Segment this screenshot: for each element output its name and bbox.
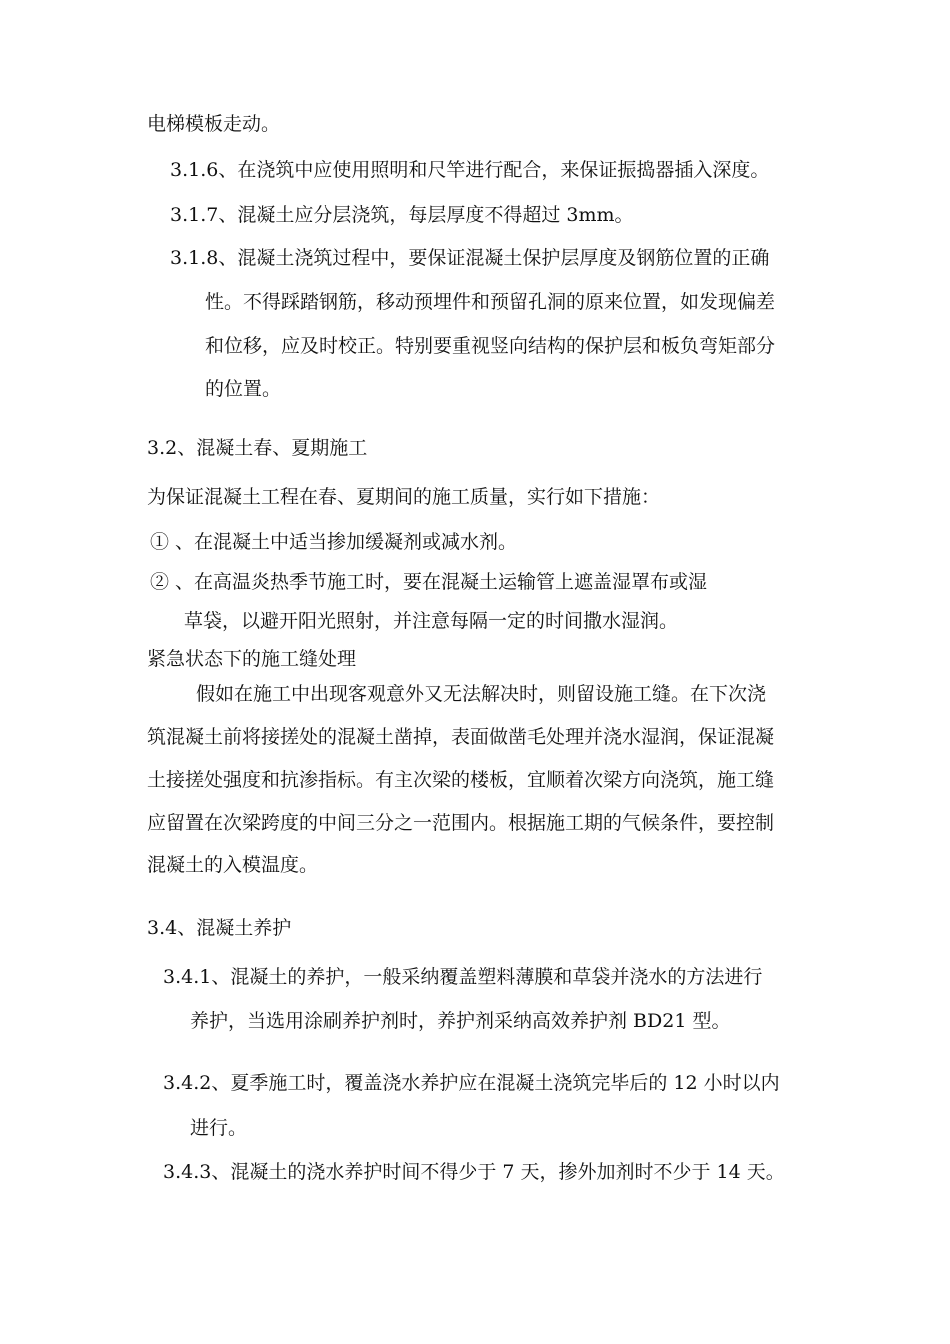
measure-item-1: ① 、在混凝土中适当掺加缓凝剂或减水剂。 bbox=[150, 531, 518, 553]
measure-item-2: ② 、在高温炎热季节施工时，要在混凝土运输管上遮盖湿罩布或湿 bbox=[150, 571, 708, 593]
item-3-1-8-cont: 性。不得踩踏钢筋，移动预埋件和预留孔洞的原来位置，如发现偏差 bbox=[205, 291, 776, 313]
text-line-continuation: 电梯模板走动。 bbox=[147, 113, 281, 135]
item-3-4-2-cont: 进行。 bbox=[190, 1117, 248, 1139]
measure-item-2-cont: 草袋，以避开阳光照射，并注意每隔一定的时间撒水湿润。 bbox=[184, 610, 679, 632]
section-heading-3-2: 3.2、混凝土春、夏期施工 bbox=[147, 437, 368, 459]
item-3-4-1: 3.4.1、混凝土的养护，一般采纳覆盖塑料薄膜和草袋并浇水的方法进行 bbox=[163, 966, 763, 988]
item-3-1-8: 3.1.8、混凝土浇筑过程中，要保证混凝土保护层厚度及钢筋位置的正确 bbox=[170, 247, 770, 269]
item-3-1-8-cont: 和位移，应及时校正。特别要重视竖向结构的保护层和板负弯矩部分 bbox=[205, 335, 776, 357]
item-3-4-3: 3.4.3、混凝土的浇水养护时间不得少于 7 天，掺外加剂时不少于 14 天。 bbox=[163, 1161, 785, 1183]
item-3-1-7: 3.1.7、混凝土应分层浇筑，每层厚度不得超过 3mm。 bbox=[170, 204, 634, 226]
paragraph-line: 土接搓处强度和抗渗指标。有主次梁的楼板，宜顺着次梁方向浇筑，施工缝 bbox=[147, 769, 775, 791]
section-heading-3-4: 3.4、混凝土养护 bbox=[147, 917, 292, 939]
item-3-4-1-cont: 养护，当选用涂刷养护剂时，养护剂采纳高效养护剂 BD21 型。 bbox=[190, 1010, 731, 1032]
paragraph-line: 混凝土的入模温度。 bbox=[147, 854, 319, 876]
paragraph-line: 应留置在次梁跨度的中间三分之一范围内。根据施工期的气候条件，要控制 bbox=[147, 812, 775, 834]
paragraph-line: 假如在施工中出现客观意外又无法解决时，则留设施工缝。在下次浇 bbox=[196, 683, 767, 705]
item-3-1-6: 3.1.6、在浇筑中应使用照明和尺竿进行配合，来保证振捣器插入深度。 bbox=[170, 159, 770, 181]
item-3-4-2: 3.4.2、夏季施工时，覆盖浇水养护应在混凝土浇筑完毕后的 12 小时以内 bbox=[163, 1072, 780, 1094]
subheading-construction-joint: 紧急状态下的施工缝处理 bbox=[147, 648, 357, 670]
item-3-1-8-cont: 的位置。 bbox=[205, 378, 282, 400]
section-intro: 为保证混凝土工程在春、夏期间的施工质量，实行如下措施： bbox=[147, 486, 661, 508]
paragraph-line: 筑混凝土前将接搓处的混凝土凿掉，表面做凿毛处理并浇水湿润，保证混凝 bbox=[147, 726, 775, 748]
